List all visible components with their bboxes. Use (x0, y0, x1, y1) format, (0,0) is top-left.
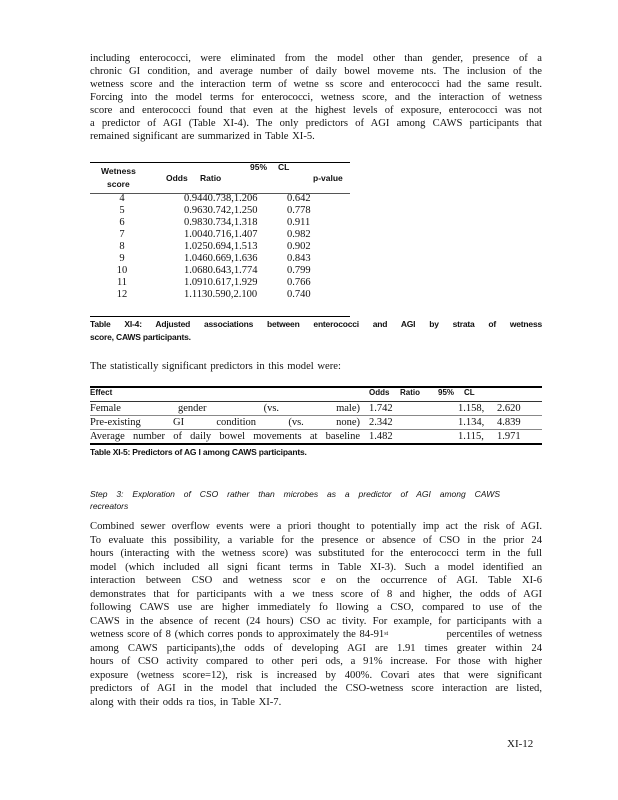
cell-or-ci: 0.9630.742,1.250 (184, 205, 258, 216)
text-line: predictors of AGI in the model that included the CSO-wetness score interaction are listed, (90, 683, 542, 694)
cell-score: 6 (119, 217, 125, 228)
cell-or-ci: 0.9830.734,1.318 (184, 217, 258, 228)
text-line: To evaluate this possibility, a variable for the presence or absence of CSO in the prior 24 (90, 534, 542, 546)
cell-ci-low: 1.134, (458, 417, 485, 428)
text-fragment: percentiles of wetness (446, 629, 542, 640)
cell-or-ci: 1.0910.617,1.929 (184, 277, 258, 288)
table-xi5-bottom-rule (90, 443, 542, 445)
table-xi4-header-cl: CL (278, 162, 290, 172)
text-line: following CAWS use are higher immediately fo llowing a CSO, compared to use of the (90, 602, 542, 613)
table-xi4-bottom-rule (90, 316, 350, 317)
table-xi4-header-wetness: Wetness (101, 166, 136, 176)
table-row (90, 265, 350, 276)
cell-pvalue: 0.911 (287, 217, 311, 228)
cell-odds: 1.482 (369, 431, 393, 442)
cell-effect: Average number of daily bowel movements at baseline (90, 431, 360, 442)
cell-pvalue: 0.642 (287, 193, 311, 204)
table-row (90, 403, 542, 415)
cell-or-ci: 1.0460.669,1.636 (184, 253, 258, 264)
table-row (90, 253, 350, 264)
table-row (90, 193, 350, 204)
table-xi4-header-ci: 95% (250, 162, 268, 172)
cell-pvalue: 0.766 (287, 277, 311, 288)
cell-odds: 2.342 (369, 417, 393, 428)
cell-ci-low: 1.115, (458, 431, 484, 442)
cell-score: 12 (116, 289, 128, 300)
cell-score: 9 (119, 253, 125, 264)
heading-line: Step 3: Exploration of CSO rather than microbes as a predictor of AGI among CAWS (90, 489, 500, 499)
table-xi4-header-score: score (107, 179, 130, 189)
cell-ci-high: 2.620 (497, 403, 521, 414)
text-line: a predictor of AGI (Table XI-4). The only predictors of AGI among CAWS participants that (90, 118, 542, 129)
text-line: chronic GI condition, and average number of daily bowel moveme nts. The inclusion of the (90, 66, 542, 77)
cell-or-ci: 1.0250.694,1.513 (184, 241, 258, 252)
text-line: CAWS in the absence of recent (24 hours) CSO ac tivity. For example, for participants with a (90, 615, 542, 627)
text-line: demonstrates that for participants with a we tness score of 8 and higher, the odds of AGI (90, 588, 542, 600)
cell-score: 11 (116, 277, 128, 288)
table-xi5-header-ratio: Ratio (400, 388, 420, 397)
cell-effect: Pre-existing GI condition (vs. none) (90, 417, 360, 428)
cell-effect: Female gender (vs. male) (90, 403, 360, 414)
cell-pvalue: 0.740 (287, 289, 311, 300)
section-heading-step3 (90, 488, 500, 512)
table-row (90, 205, 350, 216)
caption-line: Table XI-4: Adjusted associations between enterococci and AGI by strata of wetness (90, 319, 542, 329)
text-line: interaction between CSO and wetness scor e on the occurrence of AGI. Table XI-6 (90, 575, 542, 586)
paragraph-intro (90, 52, 542, 143)
cell-score: 5 (119, 205, 125, 216)
cell-or-ci: 1.0680.643,1.774 (184, 265, 258, 276)
text-fragment: wetness score of 8 (which corres ponds to approximately the 84-91 (90, 629, 385, 640)
table-xi5-header-ci: 95% (438, 388, 455, 397)
text-line (90, 628, 542, 642)
paragraph-cso (90, 520, 542, 709)
table-row (90, 277, 350, 288)
superscript: st (384, 631, 389, 637)
table-xi5-header-rule (90, 401, 542, 402)
cell-pvalue: 0.799 (287, 265, 311, 276)
text-line: Forcing into the model terms for enterococci, wetness score, and the interaction of wetness (90, 92, 542, 103)
table-row (90, 417, 542, 429)
table-xi4-header-odds: Odds (166, 173, 188, 183)
cell-score: 4 (119, 193, 125, 204)
text-line: exposure (wetness score=12), risk is increased by 400%. Covari ates that were significant (90, 669, 542, 681)
text-line: among CAWS participants),the odds of developing AGI are 1.91 times greater within 24 (90, 642, 542, 654)
table-row (90, 217, 350, 228)
text-line: hours (interacting with the wetness score) was substituted for the enterococci term in the full (90, 548, 542, 559)
cell-score: 10 (116, 265, 128, 276)
text-line: wetness score and the interaction term of wetne ss score and enterococci had the same result. (90, 79, 542, 90)
page-number: XI-12 (507, 738, 534, 750)
cell-ci-high: 1.971 (497, 431, 521, 442)
table-row (90, 241, 350, 252)
caption-line: score, CAWS participants. (90, 332, 191, 342)
text-line: hours of CSO activity compared to other peri ods, a 91% increase. For those with higher (90, 656, 542, 667)
cell-or-ci: 1.0040.716,1.407 (184, 229, 258, 240)
cell-score: 8 (119, 241, 125, 252)
table-row (90, 289, 350, 300)
heading-line: recreators (90, 501, 129, 511)
text-line: including enterococci, were eliminated from the model other than gender, presence of a (90, 53, 542, 64)
cell-pvalue: 0.902 (287, 241, 311, 252)
table-xi4-header-rule (90, 193, 350, 194)
table-xi5-row-rule (90, 415, 542, 416)
table-xi4-header-pvalue: p-value (313, 173, 343, 183)
text-line: model (which included all signi ficant terms in Table XI-3). Such a model identified an (90, 561, 542, 573)
text-line: score and enterococci found that even at the highest levels of exposure, enterococci was not (90, 105, 542, 116)
table-xi5-header-odds: Odds (369, 388, 390, 397)
table-xi4-top-rule (90, 162, 350, 163)
table-xi5-header-cl: CL (464, 388, 475, 397)
table-row (90, 229, 350, 240)
table-row (90, 431, 542, 443)
predictors-intro (90, 360, 542, 373)
cell-pvalue: 0.843 (287, 253, 311, 264)
table-xi5-caption (90, 446, 542, 459)
text-line: remained significant are summarized in Table XI-5. (90, 131, 315, 142)
table-xi5-row-rule (90, 429, 542, 430)
text-fragment (90, 628, 388, 642)
cell-ci-low: 1.158, (458, 403, 485, 414)
text-line: Combined sewer overflow events were a priori thought to potentially imp act the risk of AGI. (90, 521, 542, 532)
cell-pvalue: 0.778 (287, 205, 311, 216)
text-line: along with their odds ra tios, in Table XI-7. (90, 696, 282, 708)
table-xi4-header-ratio: Ratio (200, 173, 222, 183)
table-xi4-caption (90, 318, 542, 344)
text-line: The statistically significant predictors in this model were: (90, 361, 341, 372)
table-xi5-header-effect: Effect (90, 388, 113, 397)
cell-score: 7 (119, 229, 125, 240)
cell-or-ci: 0.9440.738,1.206 (184, 193, 258, 204)
cell-ci-high: 4.839 (497, 417, 521, 428)
caption-line: Table XI-5: Predictors of AG I among CAWS participants. (90, 447, 307, 457)
cell-or-ci: 1.1130.590,2.100 (184, 289, 258, 300)
cell-pvalue: 0.982 (287, 229, 311, 240)
cell-odds: 1.742 (369, 403, 393, 414)
